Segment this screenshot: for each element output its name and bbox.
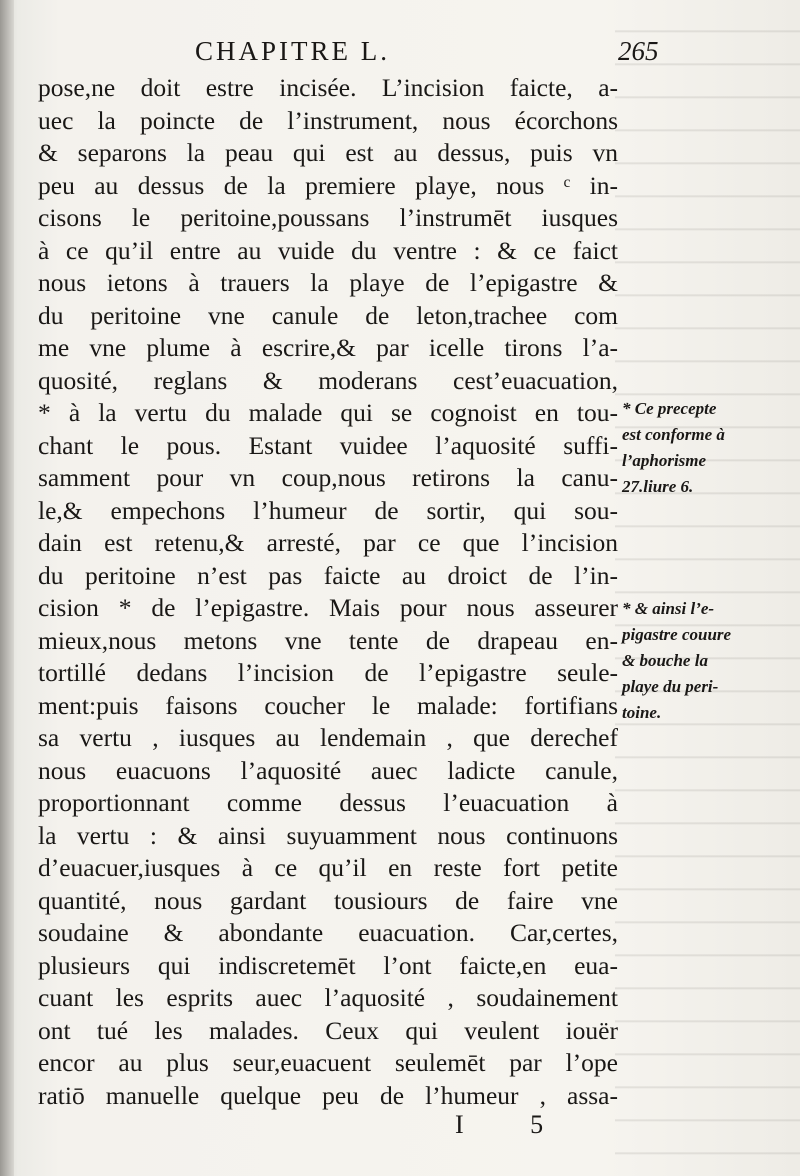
binding-gutter-shadow <box>0 0 14 1176</box>
text-line: me vne plume à escrire,& par icelle tirons l’a- <box>38 333 618 362</box>
running-title: CHAPITRE L. <box>195 36 390 66</box>
page-number: 265 <box>618 36 659 66</box>
show-through-bleed <box>615 0 800 1176</box>
text-line: & separons la peau qui est au dessus, puis vn <box>38 138 618 167</box>
text-line: soudaine & abondante euacuation. Car,certes, <box>38 918 618 947</box>
text-line: encor au plus seur,euacuent seulemēt par l’ope <box>38 1048 618 1077</box>
marginal-note-line: 27.liure 6. <box>622 477 694 496</box>
text-line: nous euacuons l’aquosité auec ladicte canule, <box>38 755 618 785</box>
text-line: la vertu : & ainsi suyuamment nous continuons <box>38 820 618 850</box>
marginal-note-precept <box>622 396 792 500</box>
marginal-note-line: * Ce precepte <box>622 399 717 418</box>
text-line: pose,ne doit estre incisée. L’incision faicte, a- <box>38 73 618 102</box>
text-line: * à la vertu du malade qui se cognoist en tou- <box>38 398 618 427</box>
marginal-note-line: l’aphorisme <box>622 451 707 470</box>
text-line: proportionnant comme dessus l’euacuation à <box>38 788 618 817</box>
text-line: samment pour vn coup,nous retirons la canu- <box>38 463 618 492</box>
signature-mark: I 5 <box>455 1110 574 1139</box>
text-line: uec la poincte de l’instrument, nous écorchons <box>38 105 618 135</box>
text-line: nous ietons à trauers la playe de l’epigastre & <box>38 268 618 297</box>
marginal-note-line: & bouche la <box>622 651 708 670</box>
text-line: le,& empechons l’humeur de sortir, qui sou- <box>38 495 618 525</box>
text-line: mieux,nous metons vne tente de drapeau en- <box>38 625 618 655</box>
text-line: cisons le peritoine,poussans l’instrumēt iusques <box>38 203 618 232</box>
marginal-note-line: toine. <box>622 703 662 722</box>
text-line: à ce qu’il entre au vuide du ventre : & ce faict <box>38 235 618 265</box>
text-line: ont tué les malades. Ceux qui veulent iouër <box>38 1015 618 1045</box>
marginal-note-epigastre <box>622 596 792 726</box>
text-line: du peritoine n’est pas faicte au droict de l’in- <box>38 560 618 590</box>
text-line: tortillé dedans l’incision de l’epigastre seule- <box>38 658 618 687</box>
text-line: quosité, reglans & moderans cest’euacuation, <box>38 365 618 395</box>
marginal-note-line: est conforme à <box>622 425 725 444</box>
text-line: peu au dessus de la premiere playe, nous ᶜ in- <box>38 170 618 200</box>
text-line: quantité, nous gardant tousiours de faire vne <box>38 885 618 915</box>
text-line: chant le pous. Estant vuidee l’aquosité suffi- <box>38 430 618 460</box>
marginal-note-line: * & ainsi l’e- <box>622 599 715 618</box>
text-line: ratiō manuelle quelque peu de l’humeur , assa- <box>38 1080 618 1110</box>
marginal-note-line: pigastre couure <box>622 625 732 644</box>
text-line: cuant les esprits auec l’aquosité , soudainement <box>38 983 618 1012</box>
text-line: sa vertu , iusques au lendemain , que derechef <box>38 723 618 752</box>
marginal-note-line: playe du peri- <box>622 677 719 696</box>
main-text-block <box>38 72 618 1112</box>
text-line: cision * de l’epigastre. Mais pour nous asseurer <box>38 593 618 622</box>
text-line: ment:puis faisons coucher le malade: fortifians <box>38 690 618 720</box>
text-line: du peritoine vne canule de leton,trachee com <box>38 300 618 330</box>
text-line: d’euacuer,iusques à ce qu’il en reste fort petite <box>38 853 618 882</box>
text-line: plusieurs qui indiscretemēt l’ont faicte,en eua- <box>38 950 618 980</box>
text-line: dain est retenu,& arresté, par ce que l’incision <box>38 528 618 557</box>
